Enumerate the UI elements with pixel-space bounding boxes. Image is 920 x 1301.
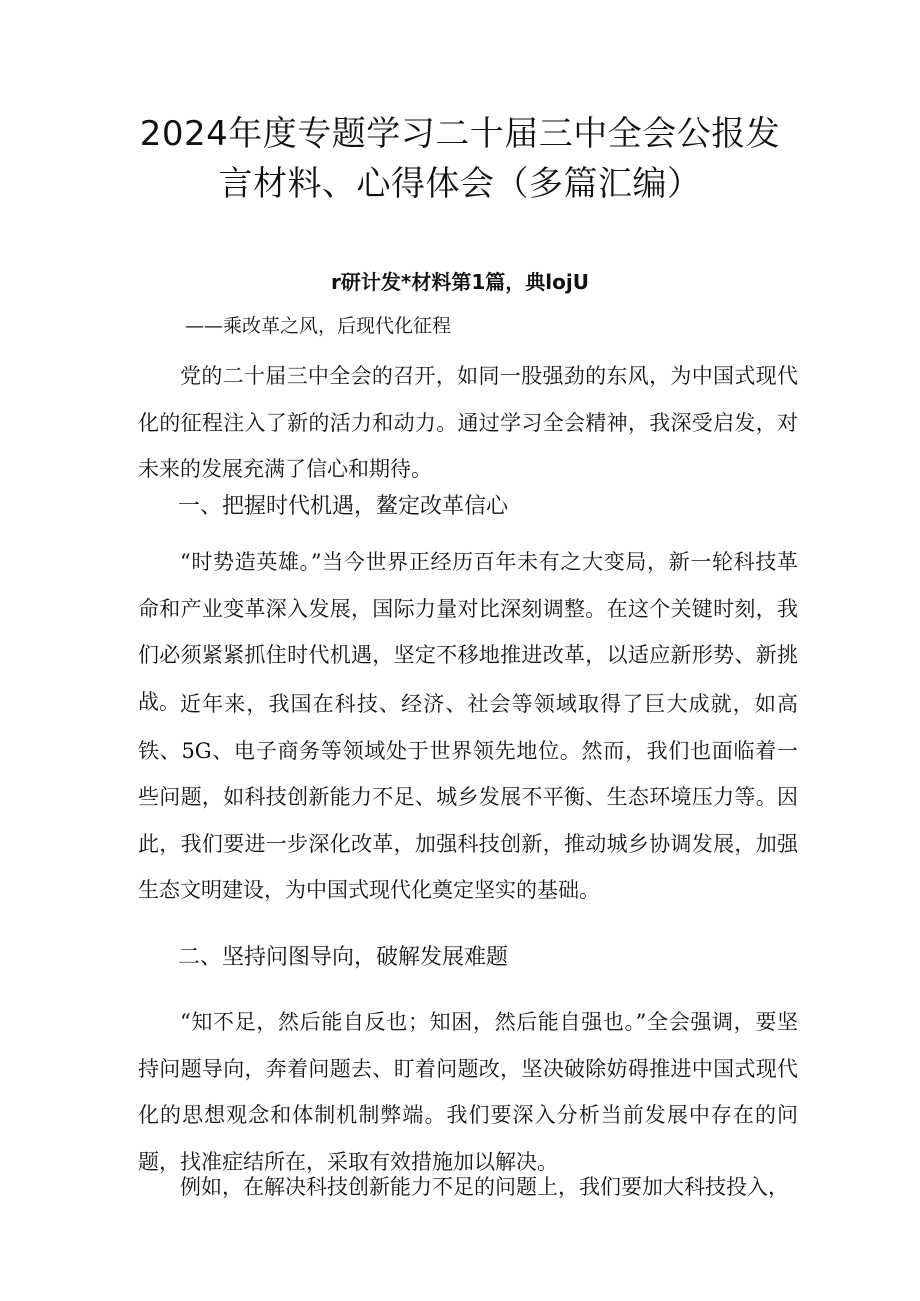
document-title-line-1: 2024年度专题学习二十届三中全会公报发 <box>139 114 781 154</box>
document-title-line-2: 言材料、心得体会（多篇汇编） <box>218 164 702 204</box>
paragraph-5: 例如，在解决科技创新能力不足的问题上，我们要加大科技投入， <box>180 1175 789 1199</box>
article-tagline: ——乘改革之风，后现代化征程 <box>185 315 452 337</box>
paragraph-3: 近年来，我国在科技、经济、社会等领域取得了巨大成就，如高铁、5G、电子商务等领域处于世界领先地位。然而，我们也面临着一些问题，如科技创新能力不足、城乡发展不平衡、生态环境压力等。因此，我们要进一步深化改革，加强科技创新，推动城乡协调发展，加强生态文明建设，为中国式现代化奠定坚实的基础。 <box>138 692 798 902</box>
paragraph-2: “时势造英雄。”当今世界正经历百年未有之大变局，新一轮科技革命和产业变革深入发展，国际力量对比深刻调整。在这个关键时刻，我们必须紧紧抓住时代机遇，坚定不移地推进改革，以适应新形势、新挑战。 <box>138 550 798 714</box>
section-heading-1: 一、把握时代机遇，鳌定改革信心 <box>178 494 509 519</box>
paragraph-4: “知不足，然后能自反也；知困，然后能自强也。”全会强调，要坚持问题导向，奔着问题去、盯着问题改，坚决破除妨碍推进中国式现代化的思想观念和体制机制弊端。我们要深入分析当前发展中存在的问题，找准症结所在，采取有效措施加以解决。 <box>138 1010 798 1174</box>
article-subheading: r研计发*材料第1篇，典lojU <box>331 270 589 294</box>
paragraph-intro: 党的二十届三中全会的召开，如同一股强劲的东风，为中国式现代化的征程注入了新的活力和动力。通过学习全会精神，我深受启发，对未来的发展充满了信心和期待。 <box>138 364 798 481</box>
section-heading-2: 二、坚持问图导向，破解发展难题 <box>178 945 509 970</box>
